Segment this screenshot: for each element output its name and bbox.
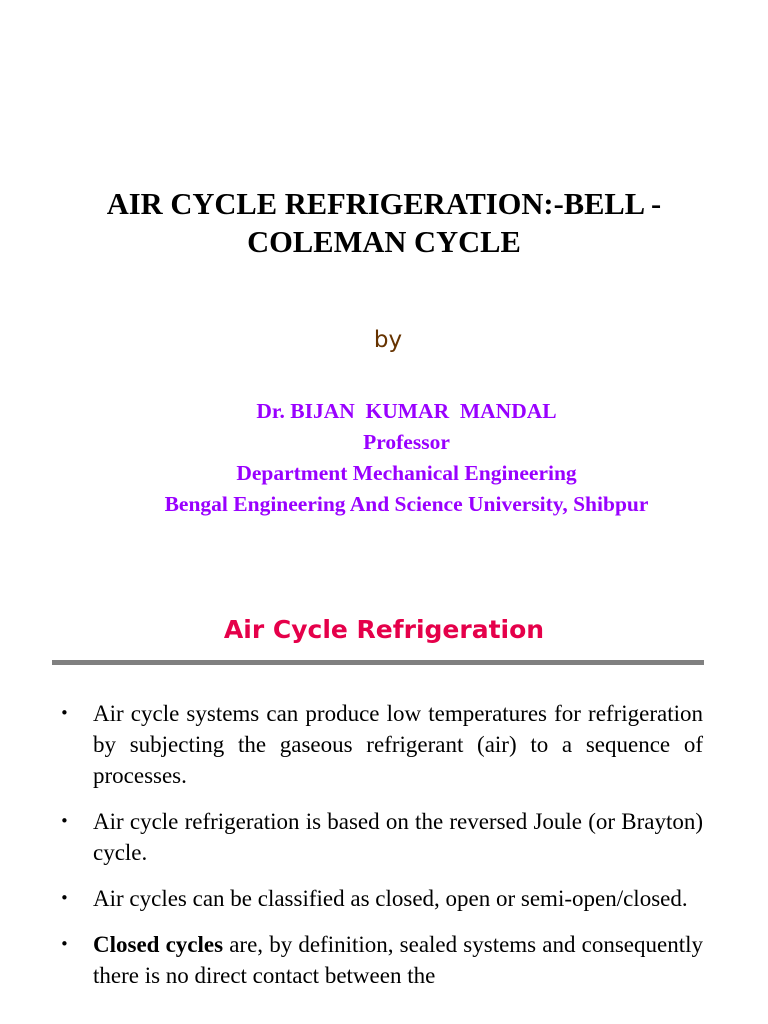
bullet-body-text: Air cycle refrigeration is based on the reversed Joule (or Brayton) cycle. [93, 809, 703, 865]
slide-title-line-1: AIR CYCLE REFRIGERATION:-BELL - [106, 187, 662, 221]
bullet-list [60, 698, 703, 1006]
bullet-text [93, 886, 688, 911]
bullet-icon: • [60, 812, 69, 830]
bullet-icon: • [60, 889, 69, 907]
bullet-item [60, 806, 703, 868]
title-divider [52, 660, 704, 665]
bullet-body-text: are, by definition, sealed systems and consequently there is no direct contact between the [93, 932, 703, 988]
bullet-bold-text: Closed cycles [93, 932, 224, 957]
slide-title-line-2: COLEMAN CYCLE [247, 225, 521, 259]
author-name: Dr. BIJAN KUMAR MANDAL [256, 399, 557, 423]
bullet-icon: • [60, 704, 69, 722]
author-block [40, 396, 768, 520]
bullet-body-text: Air cycle systems can produce low temperatures for refrigeration by subjecting the gaseous refrigerant (air) to a sequence of processes. [93, 701, 703, 788]
bullet-text [93, 701, 703, 788]
bullet-text [93, 809, 703, 865]
author-designation: Professor [363, 430, 450, 454]
bullet-item [60, 883, 703, 914]
author-institution: Bengal Engineering And Science University, Shibpur [164, 492, 649, 516]
slide-title [40, 185, 728, 261]
bullet-icon: • [60, 935, 69, 953]
bullet-body-text: Air cycles can be classified as closed, open or semi-open/closed. [93, 886, 688, 911]
by-label: by [373, 327, 403, 353]
bullet-item [60, 698, 703, 791]
section-title: Air Cycle Refrigeration [223, 615, 545, 644]
bullet-item [60, 929, 703, 991]
bullet-text [93, 932, 703, 988]
author-department: Department Mechanical Engineering [236, 461, 577, 485]
